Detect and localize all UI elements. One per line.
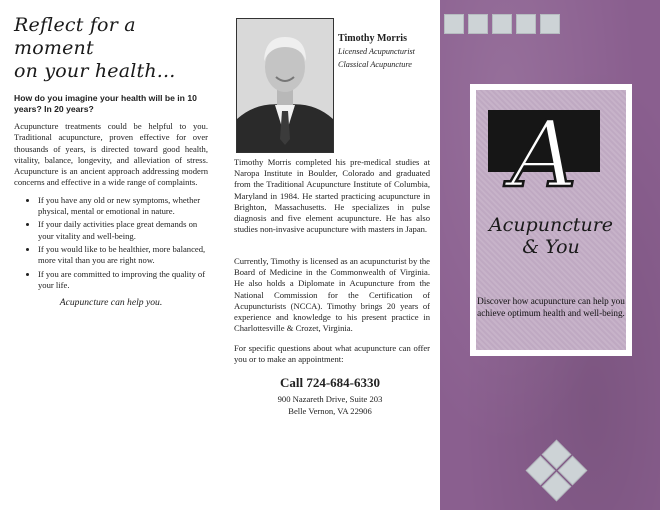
benefit-item: • If your daily activities place great demands on your vitality and well-being. bbox=[38, 219, 208, 242]
decor-square bbox=[492, 14, 512, 34]
bio-paragraph-1: Timothy Morris completed his pre-medical studies at Naropa Institute in Boulder, Colorado and graduated from the Traditional Acupuncture Institute of Columbia, Maryland in 1984. He started practicing acupuncture in Brighton, Massachusetts. He specializes in pulse diagnosis and five element acupuncture. He has also studies non-invasive acupuncture with masters in Japan. bbox=[234, 157, 430, 235]
credential-style: Classical Acupuncture bbox=[338, 60, 412, 69]
cover-description: Discover how acupuncture can help you achieve optimum health and well-being. bbox=[477, 296, 625, 318]
cover-title-line-2: & You bbox=[522, 236, 580, 258]
heading-line-1: Reflect for a moment bbox=[14, 14, 136, 59]
contact-prompt: For specific questions about what acupuncture can offer you or to make an appointment: bbox=[234, 343, 430, 365]
address-line-1: 900 Nazareth Drive, Suite 203 bbox=[277, 394, 383, 404]
bio-paragraph-2: Currently, Timothy is licensed as an acupuncturist by the Board of Medicine in the Commonwealth of Virginia. He also holds a Diplomate in Acupuncture from the National Commission for the Certification of Acupuncturists (NCCA). Timothy brings 20 years of experience and knowledge to his present practice in Charlottesville & Crozet, Virginia. bbox=[234, 256, 430, 334]
health-question: How do you imagine your health will be in 10 years? In 20 years? bbox=[14, 93, 197, 114]
cover-title-line-1: Acupuncture bbox=[488, 214, 614, 236]
practitioner-name: Timothy Morris bbox=[338, 33, 407, 44]
intro-paragraph: Acupuncture treatments could be helpful to you. Traditional acupuncture, proven effective for over thousands of years, is directed toward good health, vitality, balance, longevity, and alleviation of stress. Acupuncture is an ancient approach addressing modern concerns and effective in a wide range of complaints. bbox=[14, 121, 208, 188]
portrait-illustration bbox=[237, 19, 333, 152]
portrait-photo bbox=[236, 18, 334, 153]
decor-square bbox=[468, 14, 488, 34]
left-panel bbox=[0, 0, 220, 510]
tagline: Acupuncture can help you. bbox=[59, 297, 163, 309]
decor-square bbox=[444, 14, 464, 34]
cover-title bbox=[476, 214, 626, 258]
heading-line-2: on your health... bbox=[14, 60, 176, 82]
phone-number: Call 724-684-6330 bbox=[279, 375, 381, 390]
decor-square bbox=[540, 14, 560, 34]
practitioner-info bbox=[338, 32, 434, 71]
logo-a-icon bbox=[486, 104, 606, 200]
address-line-2: Belle Vernon, VA 22906 bbox=[288, 405, 372, 416]
benefit-item: • If you would like to be healthier, more balanced, more vital than you are right now. bbox=[38, 244, 208, 267]
benefit-item: • If you have any old or new symptoms, whether physical, mental or emotional in nature. bbox=[38, 195, 208, 218]
decor-square bbox=[516, 14, 536, 34]
logo-letter: A bbox=[510, 104, 578, 200]
address bbox=[222, 394, 438, 417]
benefit-item: • If you are committed to improving the quality of your life. bbox=[38, 269, 208, 292]
credential-license: Licensed Acupuncturist bbox=[338, 47, 415, 56]
left-heading bbox=[14, 14, 208, 83]
benefit-list bbox=[14, 195, 208, 291]
